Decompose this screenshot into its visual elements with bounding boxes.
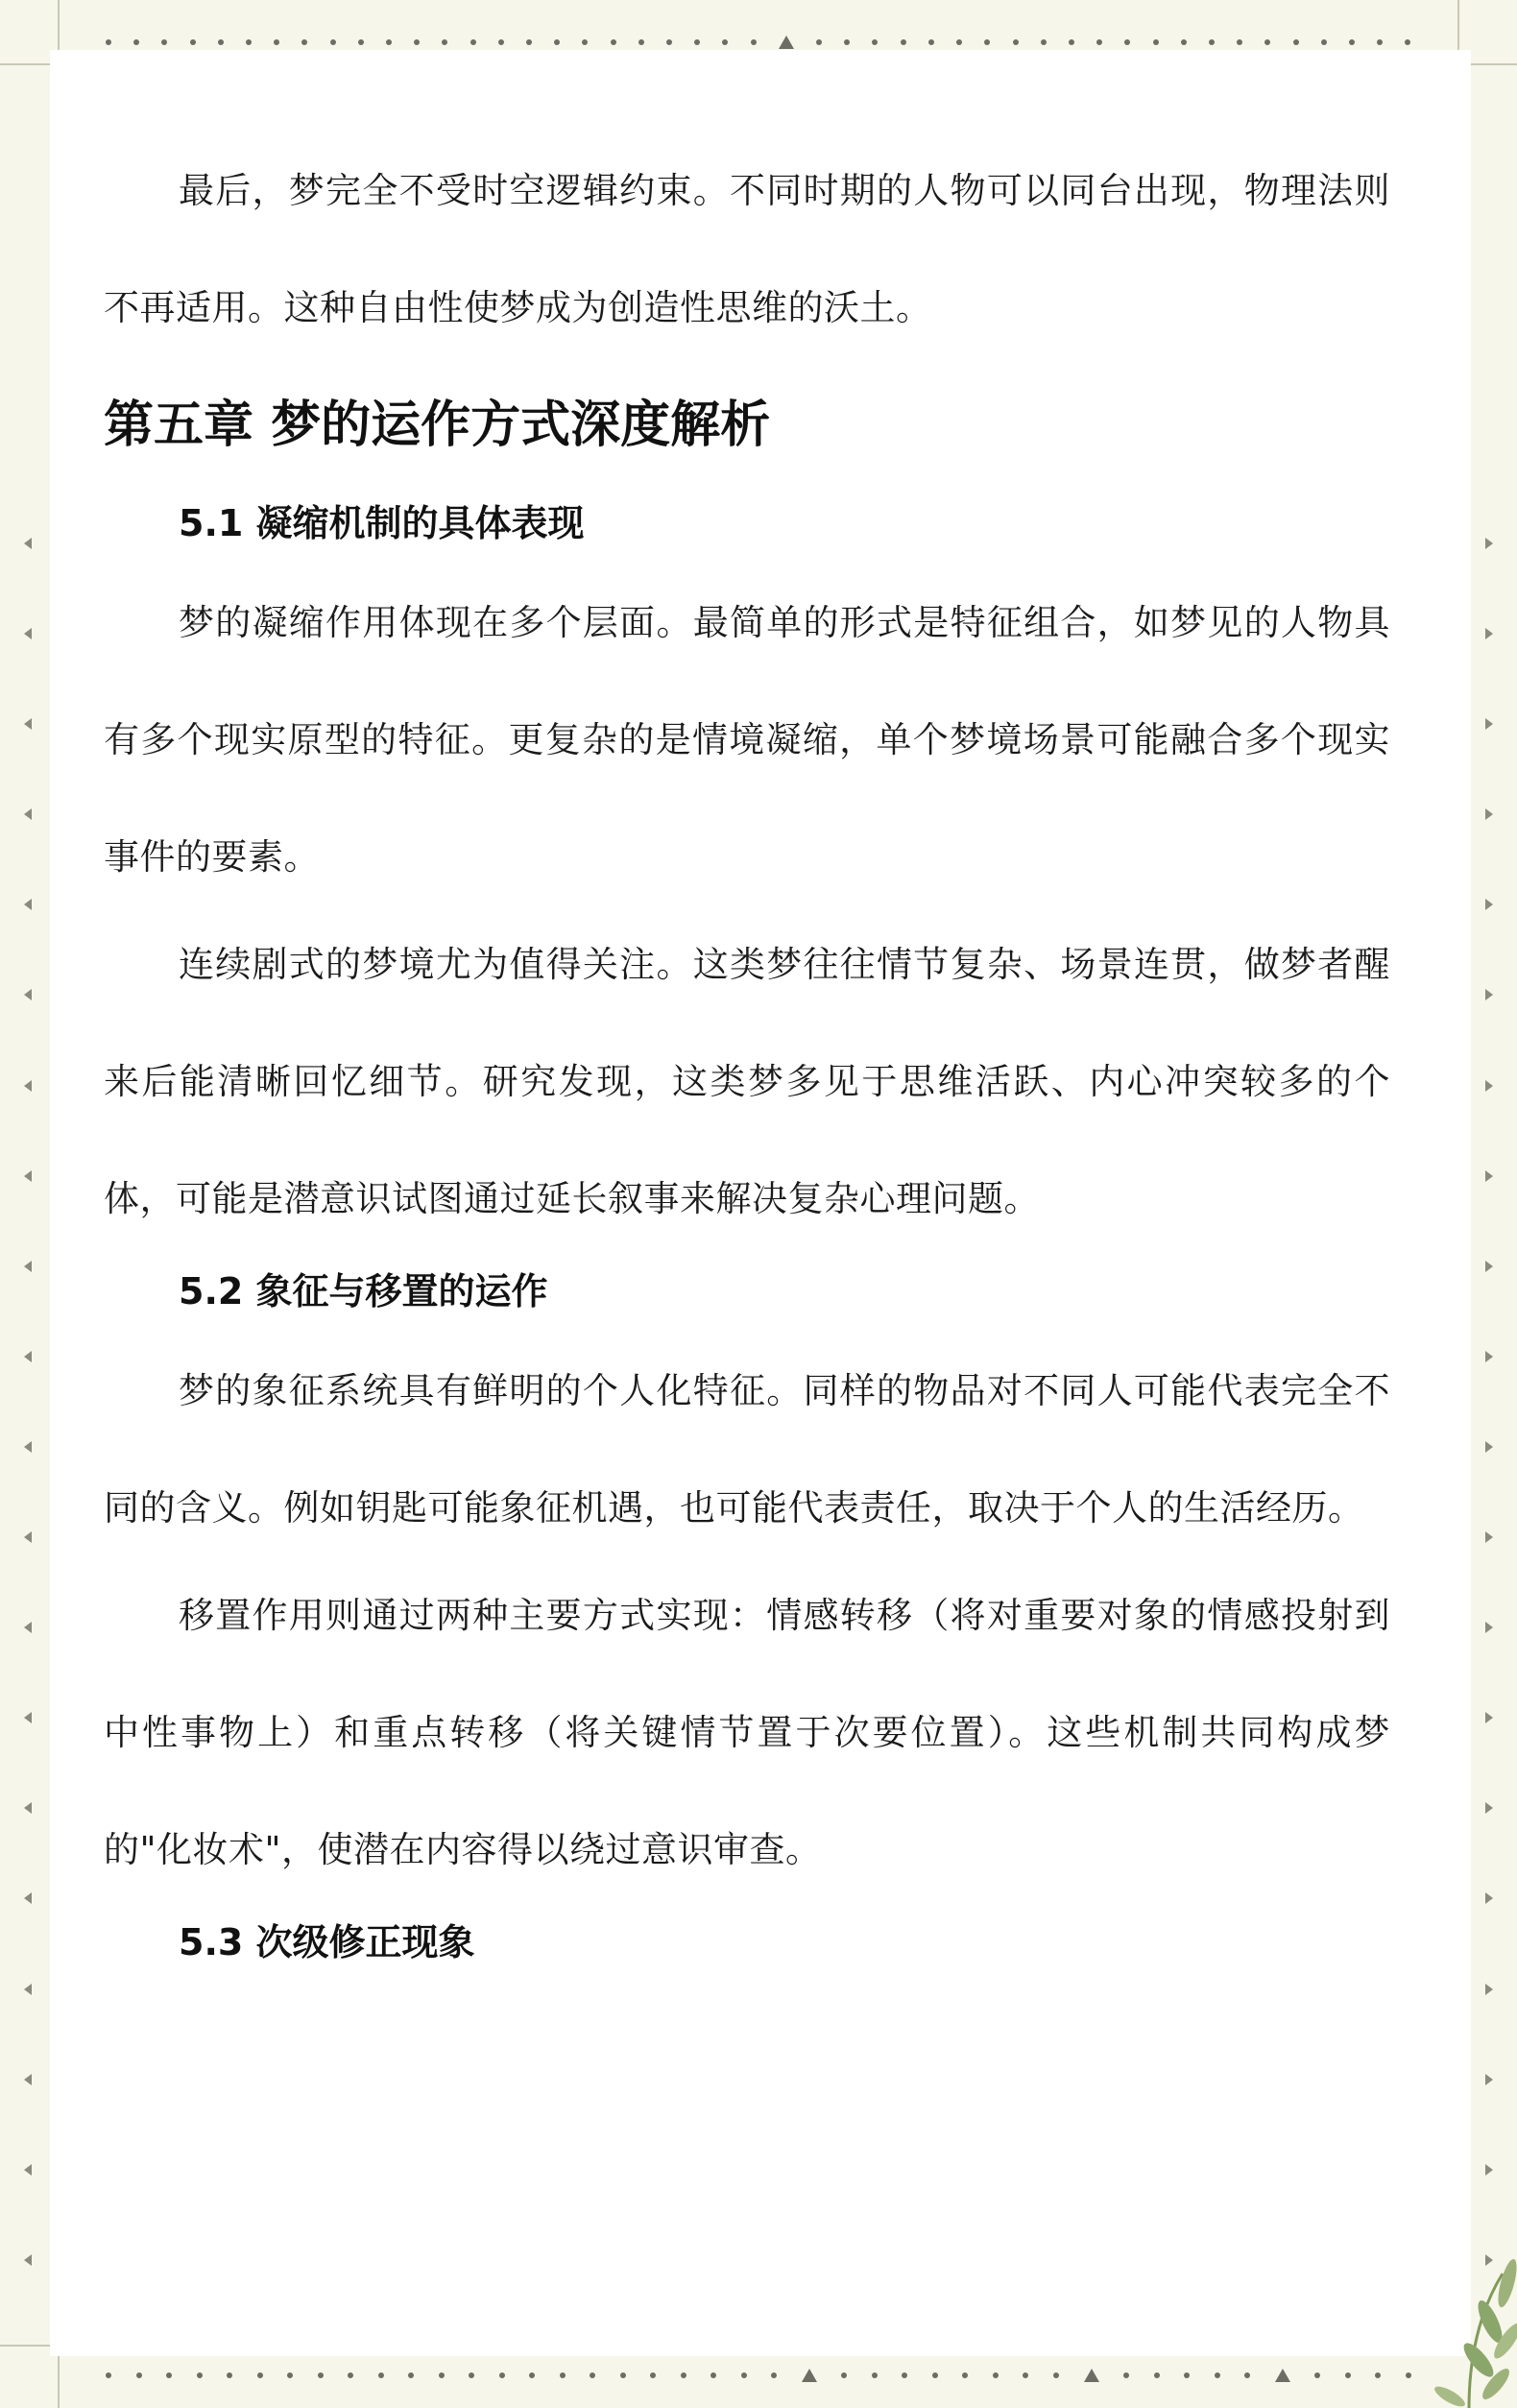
side-triangle-icon — [24, 718, 32, 730]
ornament-dot — [469, 2372, 474, 2378]
ornament-dot — [710, 2372, 716, 2378]
ornament-dot — [414, 39, 420, 45]
ornament-dot — [301, 39, 307, 45]
ornament-dot — [554, 39, 560, 45]
ornament-dot — [197, 2372, 203, 2378]
side-triangle-icon — [1485, 1802, 1493, 1814]
document-content — [104, 132, 1390, 1984]
ornament-dot — [650, 2372, 656, 2378]
frame-bottom-left-line — [0, 2345, 58, 2347]
ornament-dot — [330, 39, 336, 45]
ornament-dot — [161, 39, 167, 45]
ornament-dot — [956, 39, 962, 45]
body-paragraph: 梦的凝缩作用体现在多个层面。最简单的形式是特征组合，如梦见的人物具有多个现实原型的特征。更复杂的是情境凝缩，单个梦境场景可能融合多个现实事件的要素。 — [104, 602, 1390, 878]
section-title: 5.1 凝缩机制的具体表现 — [179, 502, 585, 544]
ornament-dot — [378, 2372, 384, 2378]
ornament-dot — [257, 2372, 263, 2378]
ornament-dot — [962, 2372, 968, 2378]
ornament-dot — [1041, 39, 1047, 45]
side-triangle-icon — [24, 808, 32, 820]
chapter-title: 第五章 梦的运作方式深度解析 — [104, 397, 771, 454]
ornament-dot — [984, 39, 990, 45]
side-triangle-icon — [1485, 628, 1493, 639]
ornament-dot — [1013, 39, 1019, 45]
side-triangle-icon — [24, 899, 32, 910]
ornament-dot — [841, 2372, 847, 2378]
side-triangle-icon — [24, 2254, 32, 2266]
ornament-dot — [498, 39, 504, 45]
ornament-triangle-icon — [1084, 2369, 1099, 2382]
ornament-dot — [1053, 2372, 1059, 2378]
ornament-dot — [190, 39, 196, 45]
ornament-dot — [318, 2372, 324, 2378]
side-triangle-icon — [24, 1984, 32, 1995]
ornament-dot — [844, 39, 850, 45]
ornament-dot — [722, 39, 728, 45]
side-triangle-icon — [1485, 2074, 1493, 2085]
ornament-dot — [1215, 2372, 1220, 2378]
side-triangle-icon — [1485, 1984, 1493, 1995]
side-triangle-icon — [1485, 1351, 1493, 1362]
side-triangle-icon — [24, 1170, 32, 1182]
ornament-dot — [106, 39, 111, 45]
ornament-dot — [1314, 2372, 1320, 2378]
ornament-dot — [106, 2372, 111, 2378]
section-title: 5.3 次级修正现象 — [179, 1921, 475, 1963]
ornament-dot — [741, 2372, 747, 2378]
side-triangle-icon — [1485, 989, 1493, 1000]
side-triangle-icon — [1485, 1892, 1493, 1904]
ornament-dot — [136, 2372, 142, 2378]
ornament-dot — [1181, 39, 1187, 45]
ornament-dot — [1153, 39, 1159, 45]
ornament-dot — [133, 39, 139, 45]
side-triangle-icon — [1485, 1441, 1493, 1453]
side-triangle-icon — [24, 1441, 32, 1453]
side-triangle-icon — [24, 1802, 32, 1814]
section-title: 5.2 象征与移置的运作 — [179, 1270, 548, 1312]
side-triangle-icon — [24, 1080, 32, 1092]
side-triangle-icon — [1485, 1622, 1493, 1633]
ornament-dot — [560, 2372, 566, 2378]
ornament-triangle-icon — [779, 36, 794, 49]
ornament-dot — [1069, 39, 1074, 45]
ornament-dot — [666, 39, 672, 45]
ornament-dot — [1154, 2372, 1160, 2378]
body-paragraph: 梦的象征系统具有鲜明的个人化特征。同样的物品对不同人可能代表完全不同的含义。例如钥匙可能象征机遇，也可能代表责任，取决于个人的生活经历。 — [104, 1370, 1390, 1529]
side-triangle-icon — [24, 538, 32, 549]
body-paragraph: 连续剧式的梦境尤为值得关注。这类梦往往情节复杂、场景连贯，做梦者醒来后能清晰回忆细节。研究发现，这类梦多见于思维活跃、内心冲突较多的个体，可能是潜意识试图通过延长叙事来解决复杂心理问题。 — [104, 944, 1390, 1219]
side-triangle-icon — [1485, 899, 1493, 910]
ornament-dot — [1209, 39, 1215, 45]
ornament-dot — [274, 39, 279, 45]
ornament-dot — [386, 39, 392, 45]
ornament-dot — [1405, 39, 1410, 45]
side-triangle-icon — [24, 2074, 32, 2085]
side-triangle-icon — [24, 989, 32, 1000]
ornament-dot — [1096, 39, 1102, 45]
ornament-dot — [681, 2372, 686, 2378]
side-triangle-icon — [24, 1261, 32, 1272]
ornament-dot — [227, 2372, 232, 2378]
side-triangle-icon — [1485, 538, 1493, 549]
ornament-dot — [1023, 2372, 1028, 2378]
ornament-dot — [246, 39, 252, 45]
ornament-triangle-icon — [1275, 2369, 1290, 2382]
side-triangle-icon — [1485, 718, 1493, 730]
ornament-dot — [902, 2372, 907, 2378]
leaf-decoration-icon — [1325, 2216, 1517, 2408]
ornament-dot — [166, 2372, 172, 2378]
side-triangle-icon — [24, 1712, 32, 1723]
side-triangle-icon — [1485, 1080, 1493, 1092]
body-paragraph: 移置作用则通过两种主要方式实现：情感转移（将对重要对象的情感投射到中性事物上）和重点转移（将关键情节置于次要位置）。这些机制共同构成梦的"化妆术"，使潜在内容得以绕过意识审查。 — [104, 1595, 1390, 1870]
ornament-dot — [442, 39, 447, 45]
ornament-dot — [1244, 2372, 1250, 2378]
ornament-dot — [1377, 39, 1383, 45]
ornament-dot — [1264, 39, 1270, 45]
right-side-ornaments — [1482, 538, 1496, 2266]
side-triangle-icon — [24, 1531, 32, 1543]
ornament-dot — [928, 39, 934, 45]
ornament-dot — [694, 39, 700, 45]
side-triangle-icon — [1485, 2164, 1493, 2176]
ornament-dot — [348, 2372, 353, 2378]
ornament-dot — [218, 39, 224, 45]
ornament-dot — [901, 39, 906, 45]
ornament-dot — [620, 2372, 626, 2378]
ornament-dot — [1237, 39, 1242, 45]
ornament-dot — [638, 39, 644, 45]
ornament-dot — [611, 39, 616, 45]
ornament-dot — [582, 39, 588, 45]
ornament-dot — [872, 2372, 878, 2378]
ornament-dot — [1321, 39, 1327, 45]
side-triangle-icon — [1485, 1261, 1493, 1272]
ornament-dot — [408, 2372, 414, 2378]
bottom-ornament-row — [106, 2368, 1411, 2383]
side-triangle-icon — [1485, 1170, 1493, 1182]
ornament-dot — [932, 2372, 938, 2378]
ornament-dot — [470, 39, 476, 45]
side-triangle-icon — [24, 1622, 32, 1633]
side-triangle-icon — [24, 2164, 32, 2176]
left-side-ornaments — [21, 538, 35, 2266]
side-triangle-icon — [24, 628, 32, 639]
ornament-dot — [771, 2372, 777, 2378]
ornament-dot — [1293, 39, 1299, 45]
ornament-triangle-icon — [802, 2369, 817, 2382]
side-triangle-icon — [24, 1351, 32, 1362]
ornament-dot — [1184, 2372, 1190, 2378]
ornament-dot — [993, 2372, 999, 2378]
ornament-dot — [751, 39, 757, 45]
side-triangle-icon — [24, 1892, 32, 1904]
side-triangle-icon — [1485, 808, 1493, 820]
ornament-dot — [1123, 2372, 1129, 2378]
ornament-dot — [499, 2372, 505, 2378]
ornament-dot — [529, 2372, 535, 2378]
ornament-dot — [816, 39, 822, 45]
side-triangle-icon — [1485, 1531, 1493, 1543]
ornament-dot — [1124, 39, 1130, 45]
top-ornament-row — [106, 35, 1411, 50]
ornament-dot — [439, 2372, 445, 2378]
frame-top-left-line — [0, 63, 58, 65]
ornament-dot — [287, 2372, 293, 2378]
ornament-dot — [590, 2372, 595, 2378]
ornament-dot — [1349, 39, 1355, 45]
ornament-dot — [872, 39, 878, 45]
document-page — [50, 50, 1471, 2356]
body-paragraph: 最后，梦完全不受时空逻辑约束。不同时期的人物可以同台出现，物理法则不再适用。这种自由性使梦成为创造性思维的沃土。 — [104, 170, 1390, 328]
side-triangle-icon — [1485, 1712, 1493, 1723]
ornament-dot — [526, 39, 532, 45]
ornament-dot — [358, 39, 364, 45]
